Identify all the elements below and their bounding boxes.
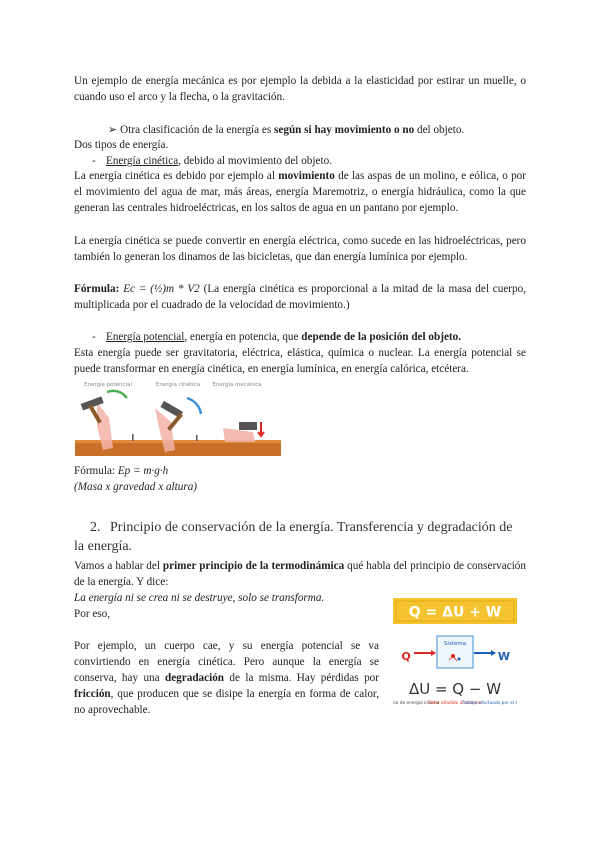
kinetic-bullet: - Energía cinética, debido al movimiento del objeto. (92, 155, 332, 167)
w-label: W (497, 650, 511, 663)
classification-bullet: ➢ Otra clasificación de la energía es según si hay movimiento o no del objeto. (108, 124, 465, 136)
paragraph-elastic: Un ejemplo de energía mecánica es por ejemplo la debida a la elasticidad por estirar un muelle, o cuando uso el arco y la flecha, o la gravitación. (74, 75, 526, 103)
hammer-illustration (75, 378, 281, 458)
motion-arrow-green-icon (107, 391, 127, 398)
caption-work-done: Trabajo efectuado por el (461, 701, 515, 706)
label-kinetic: Energía cinética (155, 382, 201, 388)
q-label: Q (401, 650, 411, 663)
first-law-diagram (393, 598, 517, 720)
caption-heat-added: Calor añadido al sistema (428, 701, 482, 706)
hammer-head-3 (239, 422, 257, 430)
section-2-heading (74, 518, 526, 556)
hammer-energy-figure (75, 378, 281, 458)
two-types-line: Dos tipos de energía. (74, 139, 169, 151)
potential-formula-note: (Masa x gravedad x altura) (74, 481, 198, 493)
equation-header: Q = ΔU + W (408, 604, 502, 621)
section-number: 2. (90, 520, 101, 535)
thermodynamics-figure (393, 598, 517, 720)
nail-2 (196, 435, 198, 441)
internal-energy-equation: ΔU = Q − W (408, 680, 502, 698)
potential-bullet: - Energía potencial, energía en potencia, que depende de la posición del objeto. (92, 331, 462, 343)
nail-1 (132, 434, 134, 441)
kinetic-paragraph-1: La energía cinética es debido por ejemplo al movimiento de las aspas de un molino, e eólica, o por el movimiento del agua de mar, más áreas, energía Maremotriz, o energía hidráulica, como la que generan las centrales hidroeléctricas, en los saltos de agua en un pantano por ejemplo. (74, 170, 526, 214)
conservation-quote: La energía ni se crea ni se destruye, solo se transforma. (74, 592, 325, 604)
label-potential: Energía potencial (84, 382, 132, 388)
label-mechanical: Energía mecánica (212, 382, 262, 388)
arrow-bullet-icon: ➢ (108, 124, 118, 136)
kinetic-formula: Fórmula: Ec = (½)m * V2 (La energía cinética es proporcional a la mitad de la masa del cuerpo, multiplicada por el cuadrado de la velocidad de movimiento.) (74, 283, 526, 311)
thermodynamics-paragraph: Vamos a hablar del primer principio de la termodinámica qué habla del principio de conservación de la energía. Y dice: (74, 560, 526, 588)
system-label: Sistema (443, 641, 467, 647)
kinetic-paragraph-2: La energía cinética se puede convertir en energía eléctrica, como sucede en las hidroeléctricas, pero también lo generan los dinamos de las bicicletas, que dan energía lumínica por ejemplo. (74, 235, 526, 263)
motion-arrow-blue-icon (187, 398, 201, 414)
caption-internal-energy: bio de energía interna (393, 701, 440, 706)
por-eso-line: Por eso, (74, 608, 111, 620)
degradation-paragraph: Por ejemplo, un cuerpo cae, y su energía potencial se va convirtiendo en energía cinética. Pero aunque la energía se conserva, hay una degradación de la misma. Hay pérdidas por fricción, que producen que se disipe la energía en forma de calor, no aprovechable. (74, 640, 379, 716)
hand-3 (223, 428, 255, 442)
potential-paragraph: Esta energía puede ser gravitatoria, eléctrica, elástica, química o nuclear. La energía potencial se puede transformar en energía cinética, en energía lumínica, en energía calórica, etcétera. (74, 347, 526, 375)
section-title: Principio de conservación de la energía. Transferencia y degradación de la energía. (74, 520, 513, 554)
potential-formula: Fórmula: Ep = m·g·h (74, 465, 169, 477)
strike-arrow-red-icon (258, 422, 264, 436)
